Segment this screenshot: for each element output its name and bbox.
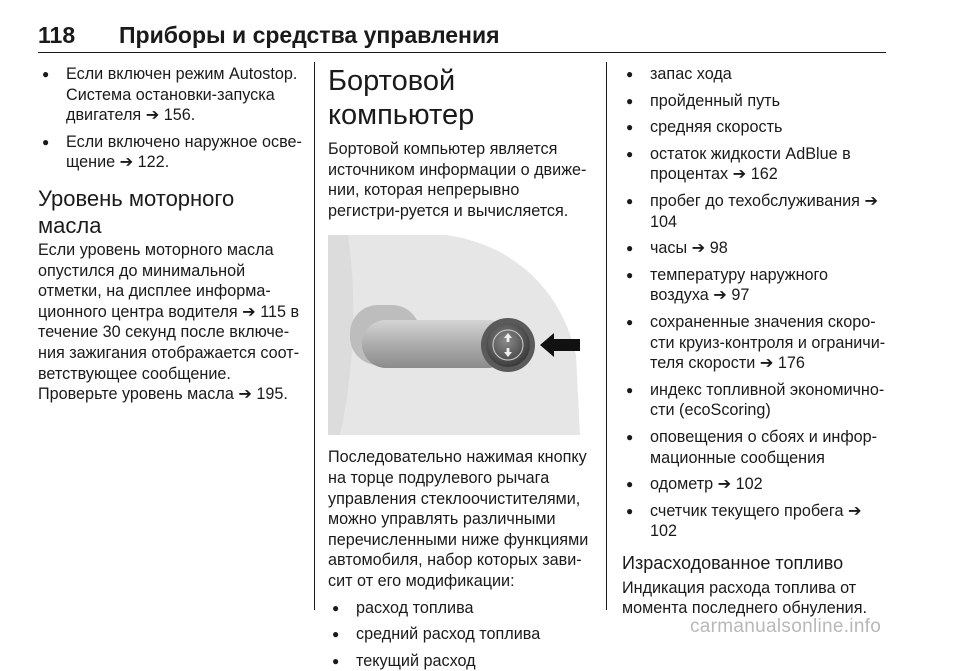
list-item: ● пройденный путь [622, 91, 887, 112]
paragraph: Проверьте уровень масла ➔ 195. [38, 385, 288, 404]
list-item: ● пробег до техобслуживания ➔ 104 [622, 191, 887, 232]
paragraph: Индикация расхода топлива от момента последнего обнуления. [622, 578, 867, 618]
list-item-note: Система остановки-запуска двигателя ➔ 156. [66, 85, 275, 125]
list-item: ● индекс топливной экономично-сти (ecoScoring) [622, 380, 887, 421]
section-heading-oil-level: Уровень моторного масла [38, 185, 235, 238]
list-item: ● сохраненные значения скоро-сти круиз-контроля и ограничи-теля скорости ➔ 176 [622, 312, 887, 374]
list-item: ● остаток жидкости AdBlue в процентах ➔ 162 [622, 144, 887, 185]
column-divider-right [606, 62, 607, 610]
section-heading-fuel-used: Израсходованное топливо [622, 552, 844, 573]
paragraph: Бортовой компьютер является источником информации о движе-нии, которая непрерывно регистри-руется и вычисляется. [328, 140, 587, 220]
list-item: ● средний расход топлива [328, 624, 592, 645]
column-middle [328, 64, 592, 671]
paragraph: Последовательно нажимая кнопку на торце подрулевого рычага управления стеклоочистителями, можно управлять различными перечисленными ниже функциями автомобиля, набор которых зави-сит от его модификации: [328, 448, 589, 590]
section-heading-trip-computer: Бортовой компьютер [328, 65, 475, 131]
list-item: ● запас хода [622, 64, 887, 85]
list-item: ● одометр ➔ 102 [622, 474, 887, 495]
list-item: ● Если включен режим Autostop. [38, 64, 303, 85]
paragraph: Если уровень моторного масла опустился до минимальной отметки, на дисплее информа-ционного центра водителя ➔ 115 в течение 30 секунд после включе-ния зажигания отображается соот-ветствующее сообщение. [38, 240, 300, 383]
page-number: 118 [38, 22, 76, 48]
column-divider-left [314, 62, 315, 610]
column-left [38, 64, 303, 405]
watermark: carmanualsonline.info [690, 616, 882, 637]
list-item: ● оповещения о сбоях и инфор-мационные сообщения [622, 427, 887, 468]
list-item: ● часы ➔ 98 [622, 238, 887, 259]
wiper-stalk-image [328, 235, 592, 435]
list-item: ● счетчик текущего пробега ➔ 102 [622, 501, 887, 542]
list-item: ● Если включено наружное осве-щение ➔ 122. [38, 132, 303, 173]
page-header [38, 22, 886, 52]
list-item: ● температуру наружного воздуха ➔ 97 [622, 265, 887, 306]
header-rule [38, 52, 886, 53]
list-item: ● средняя скорость [622, 117, 887, 138]
list-item: ● текущий расход [328, 651, 592, 671]
page-title: Приборы и средства управления [119, 22, 500, 48]
list-item: ● расход топлива [328, 598, 592, 619]
column-right [622, 64, 887, 619]
wiper-stalk-illustration [328, 235, 592, 435]
